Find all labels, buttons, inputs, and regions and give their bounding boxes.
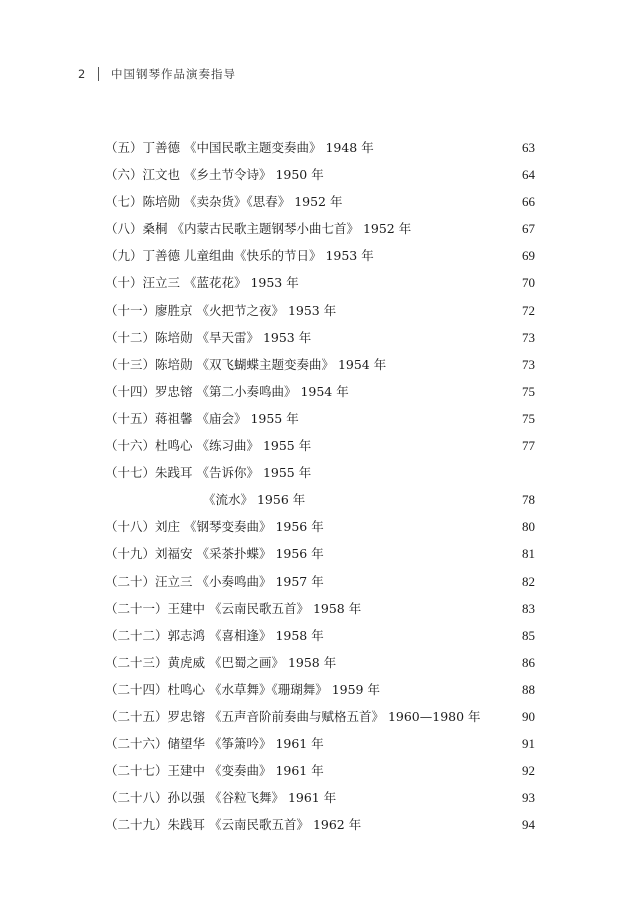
table-of-contents [105,134,535,838]
book-title: 中国钢琴作品演奏指导 [111,67,236,81]
toc-page-number: 64 [522,167,535,183]
toc-page-number: 66 [522,194,535,210]
toc-page-number: 81 [522,546,535,562]
toc-entry[interactable] [105,784,535,811]
toc-entry-title: （六）江文也 《乡土节令诗》 1950 年 [105,167,324,183]
toc-page-number: 93 [522,790,535,806]
toc-entry[interactable] [105,161,535,188]
toc-entry-title: （二十八）孙以强 《谷粒飞舞》 1961 年 [105,790,337,806]
toc-page-number: 75 [522,410,535,426]
toc-entry[interactable] [105,703,535,730]
toc-entry[interactable] [105,297,535,324]
toc-entry-title: （十四）罗忠镕 《第二小奏鸣曲》 1954 年 [105,383,349,399]
toc-entry-title: （十七）朱践耳 《告诉你》 1955 年 [105,465,312,481]
toc-entry-title: （十六）杜鸣心 《练习曲》 1955 年 [105,438,312,454]
toc-page-number: 91 [522,736,535,752]
toc-entry-title: （九）丁善德 儿童组曲《快乐的节日》 1953 年 [105,248,374,264]
toc-page-number: 83 [522,600,535,616]
toc-entry-title: （二十三）黄虎威 《巴蜀之画》 1958 年 [105,654,337,670]
toc-page-number: 82 [522,573,535,589]
toc-entry-title: （二十七）王建中 《变奏曲》 1961 年 [105,763,324,779]
toc-entry-title: （十三）陈培勋 《双飞蝴蝶主题变奏曲》 1954 年 [105,356,387,372]
toc-page-number: 73 [522,329,535,345]
toc-entry[interactable] [105,540,535,567]
toc-page-number: 88 [522,681,535,697]
toc-entry[interactable] [105,215,535,242]
toc-entry[interactable] [105,676,535,703]
toc-entry-title: （二十一）王建中 《云南民歌五首》 1958 年 [105,600,362,616]
toc-entry-title: 《流水》 1956 年 [203,492,306,508]
toc-entry[interactable] [105,432,535,459]
toc-entry-title: （七）陈培勋 《卖杂货》《思春》 1952 年 [105,194,343,210]
toc-page-number: 75 [522,383,535,399]
toc-entry[interactable] [105,134,535,161]
toc-entry[interactable] [105,595,535,622]
toc-page-number: 77 [522,438,535,454]
toc-entry[interactable] [105,486,535,513]
toc-entry[interactable] [105,378,535,405]
toc-entry-title: （十八）刘庄 《钢琴变奏曲》 1956 年 [105,519,324,535]
toc-entry[interactable] [105,188,535,215]
toc-entry-title: （十一）廖胜京 《火把节之夜》 1953 年 [105,302,337,318]
toc-page-number: 72 [522,302,535,318]
toc-page-number: 92 [522,763,535,779]
toc-entry[interactable] [105,351,535,378]
toc-entry-title: （八）桑桐 《内蒙古民歌主题钢琴小曲七首》 1952 年 [105,221,412,237]
toc-page-number: 70 [522,275,535,291]
toc-page-number: 67 [522,221,535,237]
toc-entry[interactable] [105,649,535,676]
toc-entry-title: （二十四）杜鸣心 《水草舞》《珊瑚舞》 1959 年 [105,681,380,697]
toc-entry-title: （二十二）郭志鸿 《喜相逢》 1958 年 [105,627,324,643]
toc-entry-title: （二十九）朱践耳 《云南民歌五首》 1962 年 [105,817,362,833]
toc-entry-title: （十九）刘福安 《采茶扑蝶》 1956 年 [105,546,324,562]
running-header [78,64,236,84]
toc-page-number: 86 [522,654,535,670]
toc-entry[interactable] [105,513,535,540]
toc-entry[interactable] [105,269,535,296]
toc-entry[interactable] [105,568,535,595]
toc-entry[interactable] [105,730,535,757]
toc-page-number: 73 [522,356,535,372]
toc-entry-title: （二十五）罗忠镕 《五声音阶前奏曲与赋格五首》 1960—1980 年 [105,708,481,724]
toc-entry[interactable] [105,242,535,269]
toc-entry-title: （二十）汪立三 《小奏鸣曲》 1957 年 [105,573,324,589]
toc-page-number: 85 [522,627,535,643]
toc-entry[interactable] [105,324,535,351]
toc-entry-title: （十）汪立三 《蓝花花》 1953 年 [105,275,299,291]
toc-entry-title: （五）丁善德 《中国民歌主题变奏曲》 1948 年 [105,140,374,155]
toc-entry[interactable] [105,811,535,838]
toc-entry[interactable] [105,622,535,649]
toc-page-number: 78 [522,492,535,508]
toc-entry-title: （十二）陈培勋 《旱天雷》 1953 年 [105,329,312,345]
toc-page-number: 94 [522,817,535,833]
toc-entry[interactable] [105,405,535,432]
page-number: 2 [78,67,86,81]
toc-entry[interactable] [105,757,535,784]
toc-entry-title: （二十六）储望华 《筝箫吟》 1961 年 [105,736,324,752]
toc-page-number: 69 [522,248,535,264]
header-divider [98,67,99,81]
toc-entry-title: （十五）蒋祖馨 《庙会》 1955 年 [105,410,299,426]
toc-page-number: 90 [522,708,535,724]
toc-page-number: 80 [522,519,535,535]
toc-page-number: 63 [522,140,535,155]
toc-entry[interactable] [105,459,535,486]
